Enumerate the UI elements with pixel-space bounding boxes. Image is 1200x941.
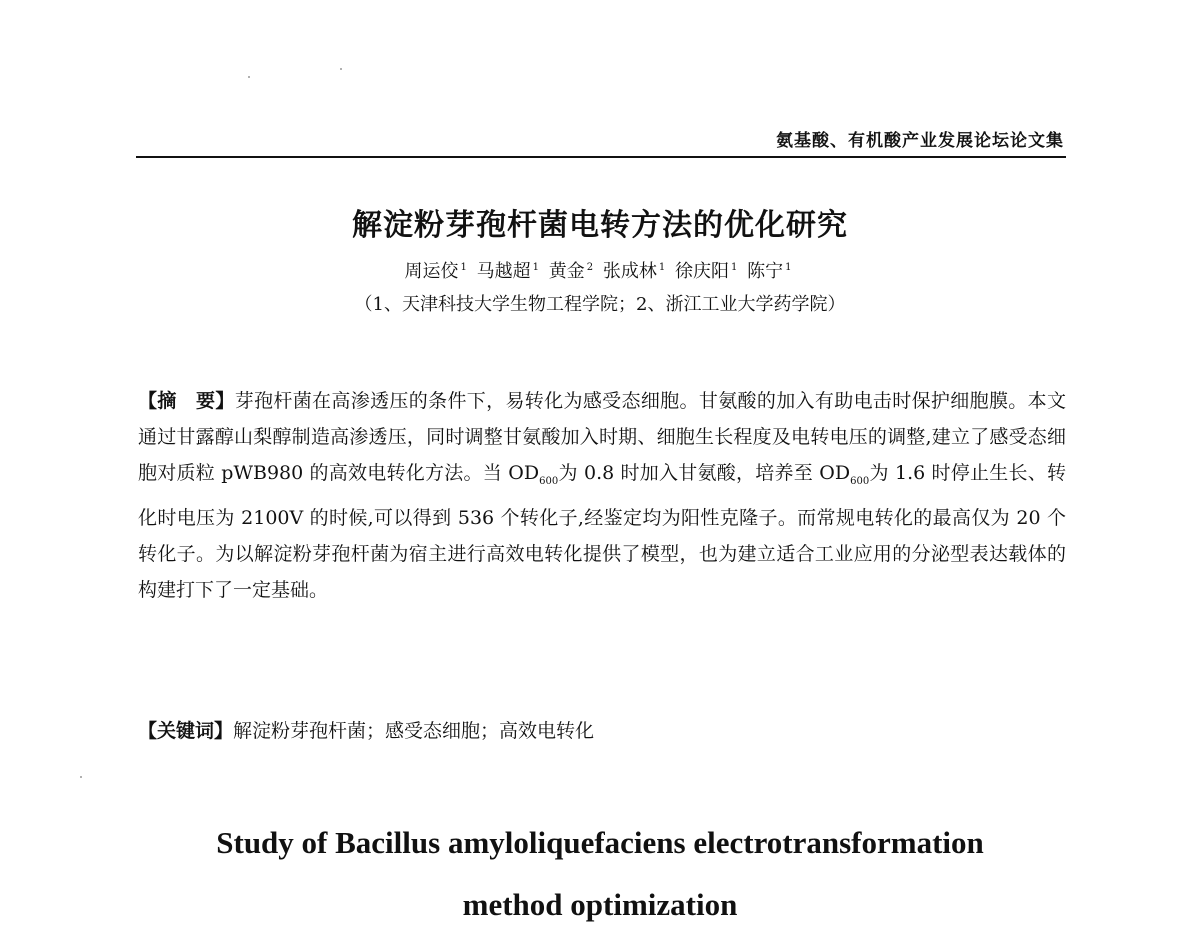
scan-speck	[340, 68, 342, 70]
keywords	[138, 713, 1066, 749]
header-rule	[136, 156, 1066, 158]
scan-speck	[80, 776, 82, 778]
author-affiliation-mark: 1	[460, 262, 467, 273]
english-title-line: Study of Bacillus amyloliquefaciens electrotransformation	[216, 825, 984, 860]
author-name: 张成林	[602, 261, 657, 282]
author-affiliation-mark: 1	[730, 262, 738, 273]
od-subscript: 600	[850, 475, 870, 487]
author-name: 徐庆阳	[674, 261, 729, 282]
abstract-text: 为 0.8 时加入甘氨酸，培养至 OD	[558, 462, 851, 484]
author-affiliation-mark: 1	[785, 262, 792, 273]
chinese-title: 解淀粉芽孢杆菌电转方法的优化研究	[352, 208, 848, 243]
running-header: 氨基酸、有机酸产业发展论坛论文集	[776, 131, 1064, 151]
abstract-text: 为 1.6 时停止生长、转化时电压为 2100V 的时候,可以得到 536 个转化子,经鉴定均为阳性克隆子。而常规电转化的最高仅为 20 个转化子。为以解淀粉芽孢杆菌为宿主进行高效电转化提供了模型，也为建立适合工业应用的分泌型表达载体的构建打下了一定基础。	[138, 462, 1066, 601]
author-name: 黄金	[548, 261, 585, 282]
abstract-text: 芽孢杆菌在高渗透压的条件下，易转化为感受态细胞。甘氨酸的加入有助电击时保护细胞膜。本文通过甘露醇山梨醇制造高渗透压，同时调整甘氨酸加入时期、细胞生长程度及电转电压的调整,建立了感受态细胞对质粒 pWB980 的高效电转化方法。当 OD	[138, 390, 1066, 484]
keywords-text: 解淀粉芽孢杆菌；感受态细胞；高效电转化	[233, 720, 595, 742]
author-list	[0, 257, 1200, 283]
author-name: 周运佼	[404, 261, 459, 282]
author-name: 陈宁	[747, 261, 784, 282]
abstract-label: 【摘 要】	[138, 390, 235, 412]
affiliations: （1、天津科技大学生物工程学院；2、浙江工业大学药学院）	[354, 294, 846, 315]
abstract	[138, 383, 1066, 608]
author-affiliation-mark: 1	[658, 262, 666, 273]
author-affiliation-mark: 2	[586, 262, 594, 273]
scan-speck	[248, 76, 250, 78]
english-title	[0, 812, 1200, 936]
author-name: 马越超	[476, 261, 531, 282]
od-subscript: 600	[539, 475, 559, 487]
author-affiliation-mark: 1	[532, 262, 540, 273]
keywords-label: 【关键词】	[138, 720, 234, 742]
english-title-line: method optimization	[462, 887, 738, 922]
